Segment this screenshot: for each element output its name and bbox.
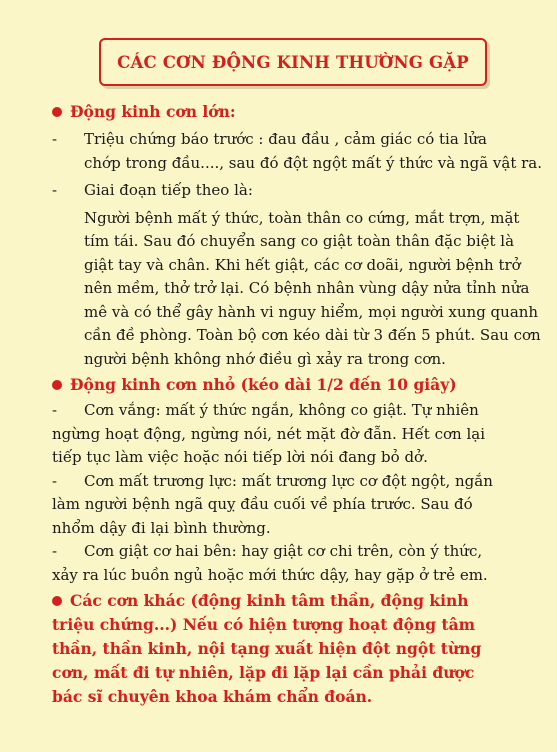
title-box: [99, 38, 487, 86]
dash-marker: -: [52, 471, 58, 490]
text-line: làm người bệnh ngã quỵ đầu cuối về phía trước. Sau đó: [52, 495, 473, 513]
text-line: Giai đoạn tiếp theo là:: [84, 181, 253, 199]
section-heading: [52, 100, 538, 124]
text-line: nên mềm, thở trở lại. Có bệnh nhân vùng dậy nửa tỉnh nửa: [84, 279, 530, 297]
text-line: cần đề phòng. Toàn bộ cơn kéo dài từ 3 đến 5 phút. Sau cơn: [84, 326, 541, 344]
list-item: [52, 128, 538, 152]
text-line: thần, thần kinh, nội tạng xuất hiện đột ngột từng: [52, 639, 482, 658]
text-line: triệu chứng...) Nếu có hiện tượng hoạt động tâm: [52, 615, 476, 634]
text-line: Cơn vắng: mất ý thức ngắn, không co giật. Tự nhiên: [84, 401, 479, 419]
text-line: cơn, mất đi tự nhiên, lặp đi lặp lại cần phải được: [52, 663, 475, 682]
paragraph: [52, 207, 541, 372]
dash-marker: -: [52, 401, 58, 419]
text-line: Người bệnh mất ý thức, toàn thân co cứng, mắt trợn, mặt: [84, 208, 520, 227]
list-item: [52, 540, 538, 564]
text-line: Triệu chứng báo trước : đau đầu , cảm giác có tia lửa: [84, 130, 487, 148]
list-item: [52, 470, 538, 494]
text-line: tiếp tục làm việc hoặc nói tiếp lời nói đang bỏ dở.: [52, 448, 428, 466]
section3-paragraph: [52, 589, 538, 709]
text-line: giật tay và chân. Khi hết giật, các cơ doãi, người bệnh trở: [84, 255, 521, 274]
dash-marker: -: [52, 130, 58, 148]
text-line: mê và có thể gây hành vi nguy hiểm, mọi người xung quanh: [84, 302, 539, 321]
list-item: [52, 399, 538, 423]
text-line: xảy ra lúc buồn ngủ hoặc mới thức dậy, hay gặp ở trẻ em.: [52, 565, 488, 584]
bullet-icon: [52, 107, 62, 117]
section-heading: [52, 589, 538, 613]
list-item: [52, 179, 538, 203]
bullet-icon: [52, 380, 62, 390]
text-line: Cơn giật cơ hai bên: hay giật cơ chi trên, còn ý thức,: [84, 542, 483, 560]
text-line: Cơn mất trương lực: mất trương lực cơ đột ngột, ngắn: [84, 471, 493, 490]
text-line: nhổm dậy đi lại bình thường.: [52, 518, 271, 537]
text-line: ngừng hoạt động, ngừng nói, nét mặt đờ đẫn. Hết cơn lại: [52, 424, 485, 443]
section1-heading: Động kinh cơn lớn:: [70, 102, 236, 121]
text-line: chớp trong đầu...., sau đó đột ngột mất ý thức và ngã vật ra.: [84, 153, 542, 172]
dash-marker: -: [52, 542, 58, 560]
section2-heading: Động kinh cơn nhỏ (kéo dài 1/2 đến 10 giây): [70, 375, 457, 394]
dash-marker: -: [52, 181, 58, 199]
section-heading: [52, 373, 538, 397]
text-line: bác sĩ chuyên khoa khám chẩn đoán.: [52, 687, 373, 706]
bullet-icon: [52, 596, 62, 606]
page-title: CÁC CƠN ĐỘNG KINH THƯỜNG GẶP: [117, 52, 469, 72]
content: [52, 100, 542, 709]
text-line: Các cơn khác (động kinh tâm thần, động kinh: [70, 591, 469, 610]
text-line: người bệnh không nhớ điều gì xảy ra trong cơn.: [84, 349, 446, 368]
text-line: tím tái. Sau đó chuyển sang co giật toàn thân đặc biệt là: [84, 232, 515, 250]
